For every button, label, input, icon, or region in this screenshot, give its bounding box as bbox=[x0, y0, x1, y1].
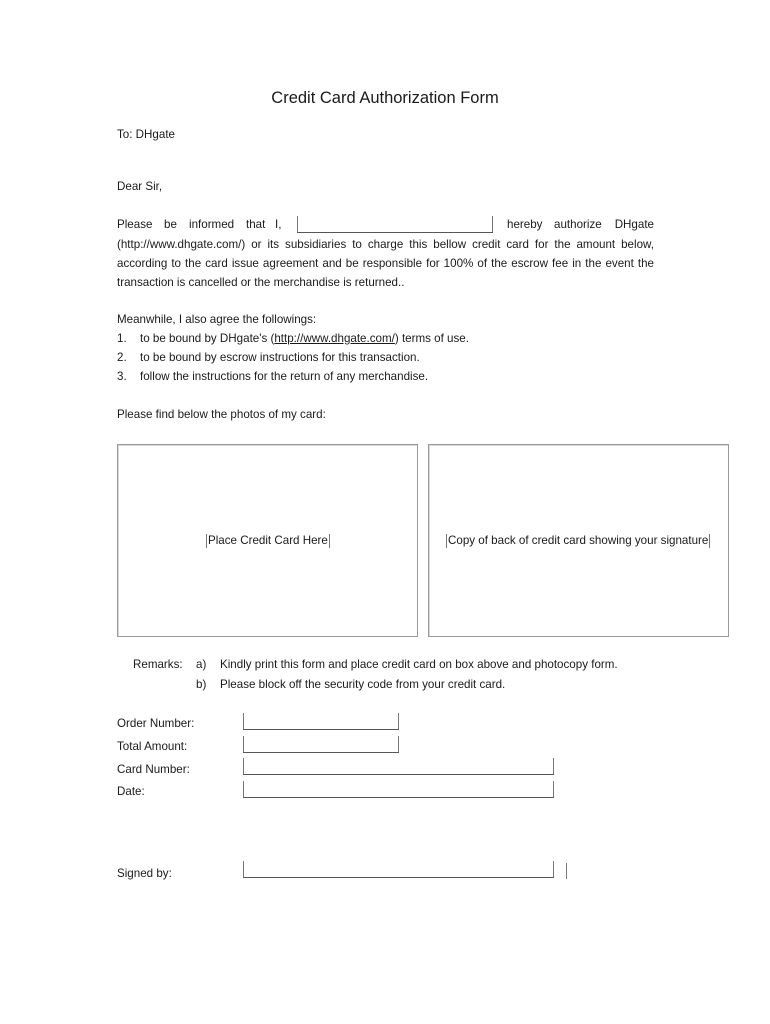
date-label: Date: bbox=[117, 785, 145, 798]
card-back-box[interactable] bbox=[428, 444, 729, 637]
agreement-item-3-number: 3. bbox=[117, 370, 127, 383]
word-authorize: authorize bbox=[554, 218, 602, 231]
remark-a-mark: a) bbox=[196, 658, 207, 671]
salutation: Dear Sir, bbox=[117, 180, 163, 193]
word-hereby: hereby bbox=[507, 218, 543, 231]
agreement-item-3: follow the instructions for the return of any merchandise. bbox=[140, 370, 429, 383]
authorization-line-2: (http://www.dhgate.com/) or its subsidiaries to charge this bellow credit card for the amount below, bbox=[117, 238, 654, 251]
card-back-caption: Copy of back of credit card showing your signature bbox=[448, 534, 709, 547]
photos-intro: Please find below the photos of my card: bbox=[117, 408, 326, 421]
agreement-item-1 bbox=[140, 332, 469, 346]
word-that: that bbox=[246, 218, 266, 231]
order-number-label: Order Number: bbox=[117, 717, 195, 730]
card-front-caption: Place Credit Card Here bbox=[208, 534, 328, 547]
remark-a-text: Kindly print this form and place credit card on box above and photocopy form. bbox=[220, 658, 618, 671]
recipient-line: To: DHgate bbox=[117, 128, 175, 141]
authorization-line-4: transaction is cancelled or the merchandise is returned.. bbox=[117, 276, 405, 289]
remark-b-text: Please block off the security code from your credit card. bbox=[220, 678, 506, 691]
card-front-box[interactable] bbox=[117, 444, 418, 637]
remark-b-mark: b) bbox=[196, 678, 207, 691]
date-field[interactable] bbox=[243, 783, 554, 798]
word-i: I, bbox=[275, 218, 282, 231]
agreement-item-2: to be bound by escrow instructions for this transaction. bbox=[140, 351, 420, 364]
signature-field[interactable] bbox=[243, 863, 554, 878]
total-amount-label: Total Amount: bbox=[117, 740, 188, 753]
word-please: Please bbox=[117, 218, 153, 231]
agreement-item-1-prefix: to be bound by DHgate's ( bbox=[140, 332, 275, 345]
card-number-field[interactable] bbox=[243, 760, 554, 775]
signed-by-label: Signed by: bbox=[117, 867, 172, 880]
authorizer-name-field[interactable] bbox=[297, 218, 493, 233]
word-be: be bbox=[164, 218, 177, 231]
agreement-item-1-number: 1. bbox=[117, 332, 127, 345]
authorization-line-3: according to the card issue agreement and be responsible for 100% of the escrow fee in the event the bbox=[117, 257, 654, 270]
word-dhgate: DHgate bbox=[614, 218, 654, 231]
dhgate-link[interactable]: http://www.dhgate.com/ bbox=[274, 332, 395, 345]
signature-end-marker bbox=[566, 863, 567, 879]
agreement-intro: Meanwhile, I also agree the followings: bbox=[117, 313, 317, 326]
word-informed: informed bbox=[189, 218, 235, 231]
agreement-item-2-number: 2. bbox=[117, 351, 127, 364]
total-amount-field[interactable] bbox=[243, 738, 399, 753]
card-number-label: Card Number: bbox=[117, 763, 190, 776]
remarks-label: Remarks: bbox=[133, 658, 183, 671]
page-title: Credit Card Authorization Form bbox=[271, 89, 499, 107]
order-number-field[interactable] bbox=[243, 715, 399, 730]
agreement-item-1-suffix: ) terms of use. bbox=[394, 332, 469, 345]
authorization-line-1 bbox=[117, 218, 654, 234]
